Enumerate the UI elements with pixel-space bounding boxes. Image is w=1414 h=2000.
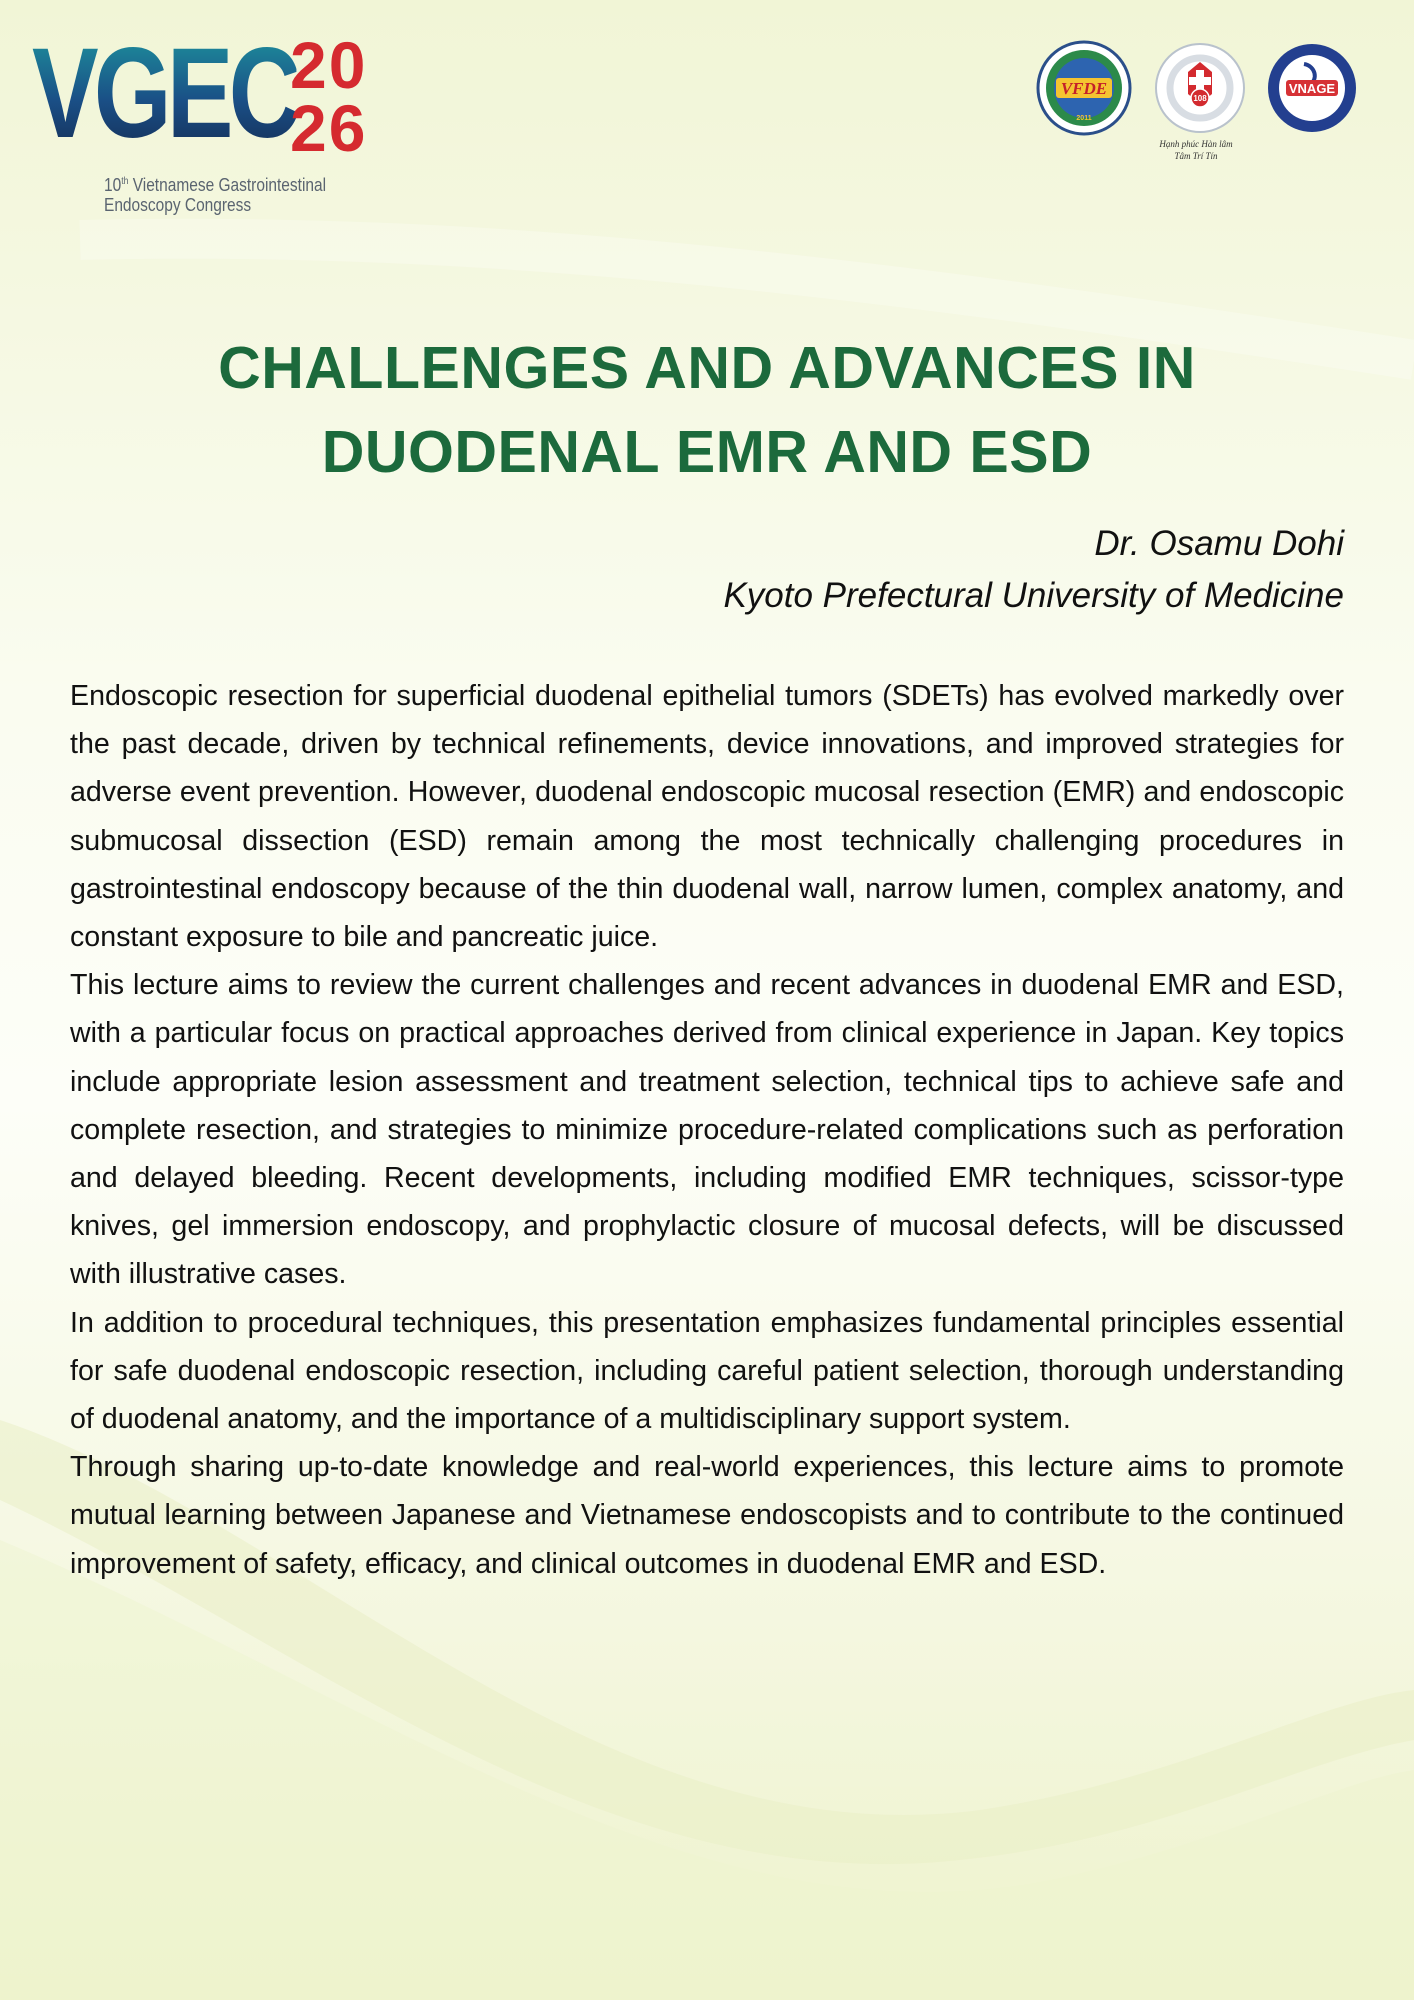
- brand-year: 20 26: [290, 28, 368, 166]
- hospital-108-logo-icon: [1152, 40, 1248, 141]
- speaker-info: [723, 518, 1344, 622]
- vfde-year: 2011: [1076, 115, 1092, 122]
- hospital-motto: Hạnh phúc Hàn lâm Tâm Trí Tín: [1159, 139, 1233, 161]
- congress-logo: [32, 22, 412, 220]
- brand-subtitle: 10th Vietnamese Gastrointestinal Endoscopy Congress: [104, 175, 327, 215]
- abstract-paragraph: Through sharing up-to-date knowledge and real-world experiences, this lecture aims to promote mutual learning between Japanese and Vietnamese endoscopists and to contribute to the continued improvement of safety, efficacy, and clinical outcomes in duodenal EMR and ESD.: [70, 1451, 1344, 1580]
- vfde-label: VFDE: [1060, 79, 1108, 98]
- abstract-paragraph: Endoscopic resection for superficial duodenal epithelial tumors (SDETs) has evolved markedly over the past decade, driven by technical refinements, device innovations, and improved strategies for adverse event prevention. However, duodenal endoscopic mucosal resection (EMR) and endoscopic submucosal dissection (ESD) remain among the most technically challenging procedures in gastrointestinal endoscopy because of the thin duodenal wall, narrow lumen, complex anatomy, and constant exposure to bile and pancreatic juice.: [70, 680, 1344, 954]
- hospital-108-number: 108: [1193, 94, 1207, 103]
- vnage-logo-icon: [1264, 40, 1360, 141]
- vnage-label: VNAGE: [1288, 81, 1336, 96]
- vfde-logo-icon: [1036, 40, 1132, 141]
- speaker-affiliation: Kyoto Prefectural University of Medicine: [723, 576, 1344, 615]
- abstract-paragraph: In addition to procedural techniques, this presentation emphasizes fundamental principles essential for safe duodenal endoscopic resection, including careful patient selection, thorough understanding of duodenal anatomy, and the importance of a multidisciplinary support system.: [70, 1306, 1344, 1436]
- speaker-name: Dr. Osamu Dohi: [1094, 524, 1344, 563]
- abstract-body: [70, 672, 1344, 1588]
- brand-wordmark: VGEC: [32, 22, 297, 165]
- page-title: CHALLENGES AND ADVANCES IN DUODENAL EMR AND ESD: [218, 335, 1196, 485]
- abstract-paragraph: This lecture aims to review the current challenges and recent advances in duodenal EMR and ESD, with a particular focus on practical approaches derived from clinical experience in Japan. Key topics include appropriate lesion assessment and treatment selection, technical tips to achieve safe and complete resection, and strategies to minimize procedure-related complications such as perforation and delayed bleeding. Recent developments, including modified EMR techniques, scissor-type knives, gel immersion endoscopy, and prophylactic closure of mucosal defects, will be discussed with illustrative cases.: [70, 969, 1344, 1291]
- partner-logos: [1036, 40, 1366, 170]
